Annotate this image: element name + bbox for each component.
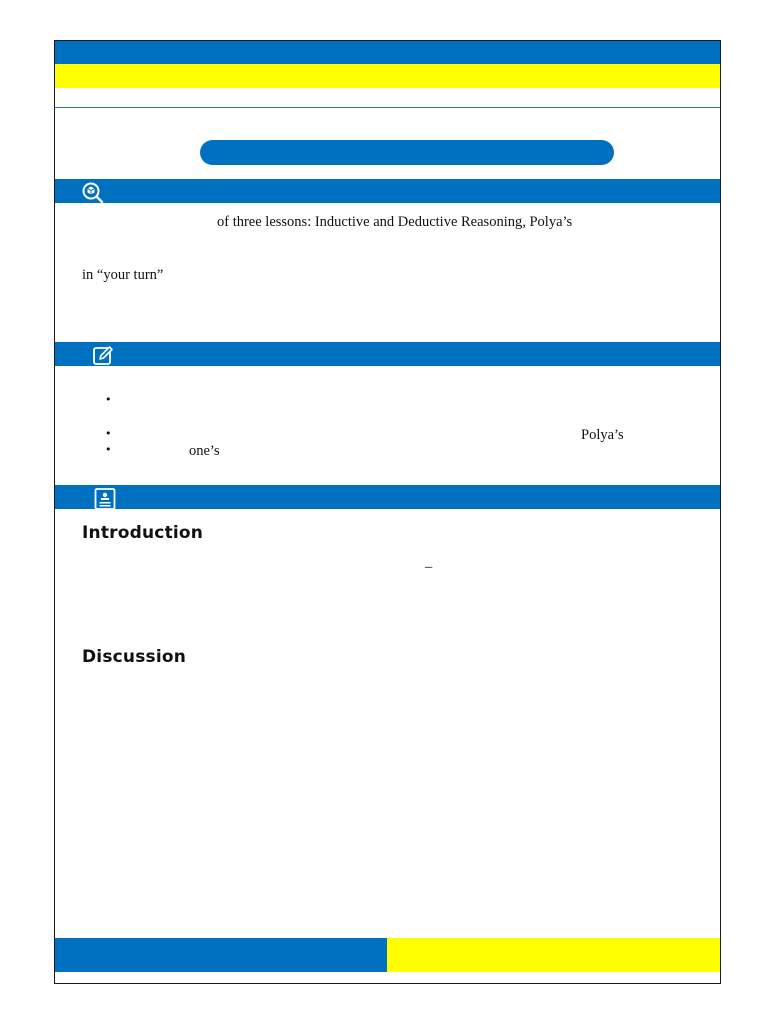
introduction-dash: –	[425, 559, 433, 575]
objective-text-3: one’s	[189, 443, 220, 459]
objective-text-2: Polya’s	[581, 427, 624, 443]
overview-text-line-1: of three lessons: Inductive and Deductive Reasoning, Polya’s	[217, 214, 573, 230]
objective-bullet-1: •	[105, 393, 112, 406]
footer-yellow-band	[387, 938, 720, 972]
document-page	[54, 40, 721, 984]
footer-blue-band	[55, 938, 387, 972]
edit-icon	[91, 344, 115, 368]
objectives-section-bar	[55, 342, 720, 366]
contact-card-icon	[93, 487, 117, 511]
header-blue-band	[55, 41, 720, 64]
header-divider	[55, 107, 720, 108]
objective-bullet-2: •	[105, 427, 112, 440]
overview-text-line-2: in “your turn”	[82, 267, 164, 283]
search-cube-icon	[81, 181, 105, 205]
objective-bullet-3: •	[105, 443, 112, 456]
introduction-heading: Introduction	[82, 523, 204, 543]
header-yellow-band	[55, 64, 720, 88]
overview-section-bar	[55, 179, 720, 203]
discussion-heading: Discussion	[82, 647, 187, 667]
title-banner	[200, 140, 614, 165]
content-section-bar	[55, 485, 720, 509]
